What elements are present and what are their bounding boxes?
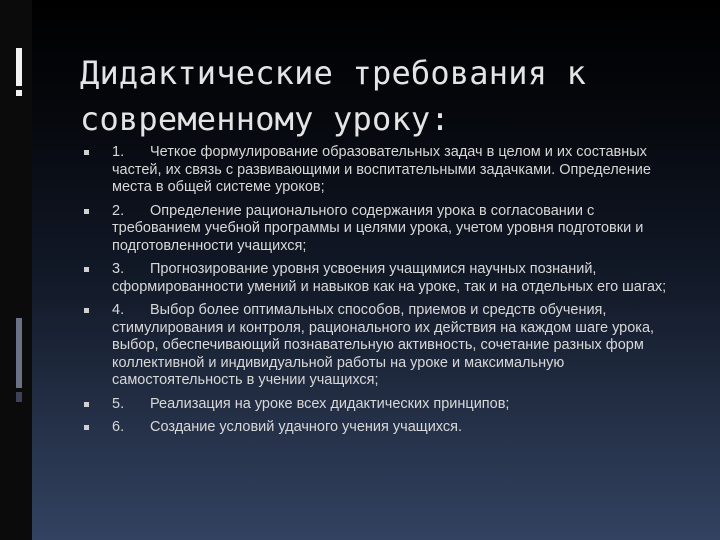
left-band [0,0,32,540]
square-bullet-icon [84,267,89,272]
list-item [84,203,684,256]
square-bullet-icon [84,402,89,407]
item-number: 5. [112,395,125,412]
item-number: 4. [112,302,125,318]
item-text: Четкое формулирование образовательных задач в целом и их составных частей, их связь с развивающими и воспитательными задачками. Определение места в общей системе уроков; [112,144,651,195]
item-text: Реализация на уроке всех дидактических принципов; [150,395,510,412]
square-bullet-icon [84,425,89,430]
item-text: Определение рационального содержания урока в согласовании с требованием учебной программы и целями урока, учетом уровня подготовки и подготовленности учащихся; [112,202,644,254]
item-number: 2. [112,202,125,219]
item-number: 1. [112,144,125,160]
list-item [84,261,684,296]
item-text: Создание условий удачного учения учащихся. [150,419,463,435]
square-bullet-icon [84,308,89,313]
requirements-list [84,144,684,443]
accent-bar [16,318,22,388]
item-number: 6. [112,419,125,435]
accent-bar [16,48,22,86]
item-text: Прогнозирование уровня усвоения учащимися научных познаний, сформированности умений и навыков как на уроке, так и на отдельных его шагах; [112,261,667,295]
list-item [84,396,684,414]
square-bullet-icon [84,150,89,155]
square-bullet-icon [84,209,89,214]
item-number: 3. [112,261,125,277]
accent-bar [16,392,22,402]
item-text: Выбор более оптимальных способов, приемов и средств обучения, стимулирования и контроля, рационального их действия на каждом шаге урока, выбор, обеспечивающий познавательную активность, сочетание разных форм коллективной и индивидуальной работы на уроке и максимальную самостоятельность в учении учащихся; [112,302,655,388]
list-item [84,302,684,390]
list-item [84,419,684,437]
accent-bar [16,90,22,96]
list-item [84,144,684,197]
slide-title: Дидактические требования к современному уроку: [80,54,587,138]
